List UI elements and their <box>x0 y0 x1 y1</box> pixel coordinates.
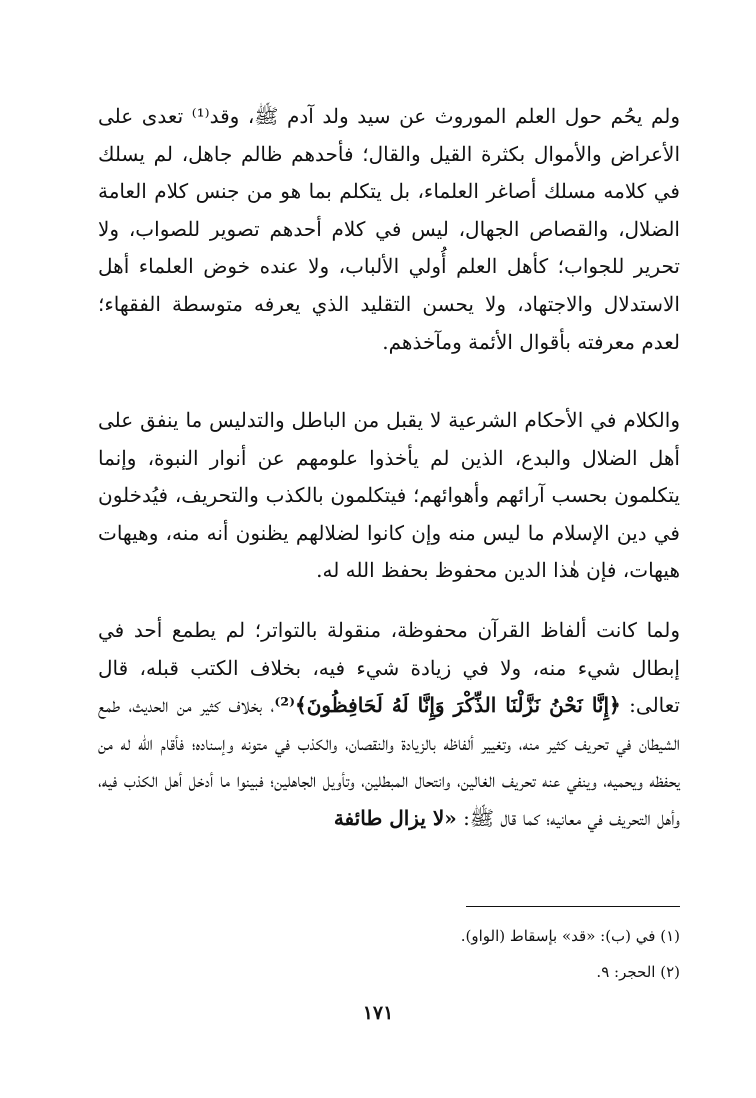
paragraph-2 <box>98 402 680 590</box>
footnote-1: (١) في (ب): «قد» بإسقاط (الواو). <box>460 927 680 945</box>
paragraph-1-text: ولم يحُم حول العلم الموروث عن سيد ولد آدم ﷺ، وقد⁽¹⁾ تعدى على الأعراض والأموال بكثرة القيل والقال؛ فأحدهم ظالم جاهل، لم يسلك في كلامه مسلك أصاغر العلماء، بل يتكلم بما هو من جنس كلام العامة الضلال، والقصاص الجهال، ليس في كلام أحدهم تصوير للصواب، ولا تحرير للجواب؛ كأهل العلم أُولي الألباب، ولا عنده خوض العلماء أهل الاستدلال والاجتهاد، ولا يحسن التقليد الذي يعرفه متوسطة الفقهاء؛ لعدم معرفته بأقوال الأئمة ومآخذهم. <box>98 104 681 354</box>
quran-verse: ﴿إِنَّا نَحْنُ نَزَّلْنَا الذِّكْرَ وَإِنَّا لَهُ لَحَافِظُونَ﴾⁽²⁾ <box>274 693 621 718</box>
paragraph-3-body: ، بخلاف كثير من الحديث، طمع الشيطان في تحريف كثير منه، وتغيير ألفاظه بالزيادة والنقصان، والكذب في متونه وإسناده؛ فأقام الله له من يحفظه ويحميه، وينفي عنه تحريف الغالين، وانتحال المبطلين، وتأويل الجاهلين؛ فبينوا ما أدخل أهل الكذب فيه، وأهل التحريف في معانيه؛ كما قال ﷺ: <box>98 693 680 830</box>
paragraph-3 <box>98 612 680 838</box>
footnote-divider <box>466 906 680 907</box>
page-number: ١٧١ <box>362 1002 394 1024</box>
footnotes <box>300 918 680 990</box>
paragraph-2-text: والكلام في الأحكام الشرعية لا يقبل من الباطل والتدليس ما ينفق على أهل الضلال والبدع، الذين لم يأخذوا علومهم عن أنوار النبوة، وإنما يتكلمون بحسب آرائهم وأهوائهم؛ فيتكلمون بالكذب والتحريف، فيُدخلون في دين الإسلام ما ليس منه وإن كانوا لضلالهم يظنون أنه منه، وهيهات هيهات، فإن هٰذا الدين محفوظ بحفظ الله له. <box>98 408 680 583</box>
hadith-quote-start: «لا يزال طائفة <box>333 805 457 830</box>
paragraph-3-text <box>98 612 680 838</box>
footnote-2: (٢) الحجر: ٩. <box>596 963 680 981</box>
paragraph-3-intro: ولما كانت ألفاظ القرآن محفوظة، منقولة بالتواتر؛ لم يطمع أحد في إبطال شيء منه، ولا في زيادة شيء فيه، بخلاف الكتب قبله، قال تعالى: <box>98 618 680 718</box>
paragraph-1 <box>98 98 680 361</box>
